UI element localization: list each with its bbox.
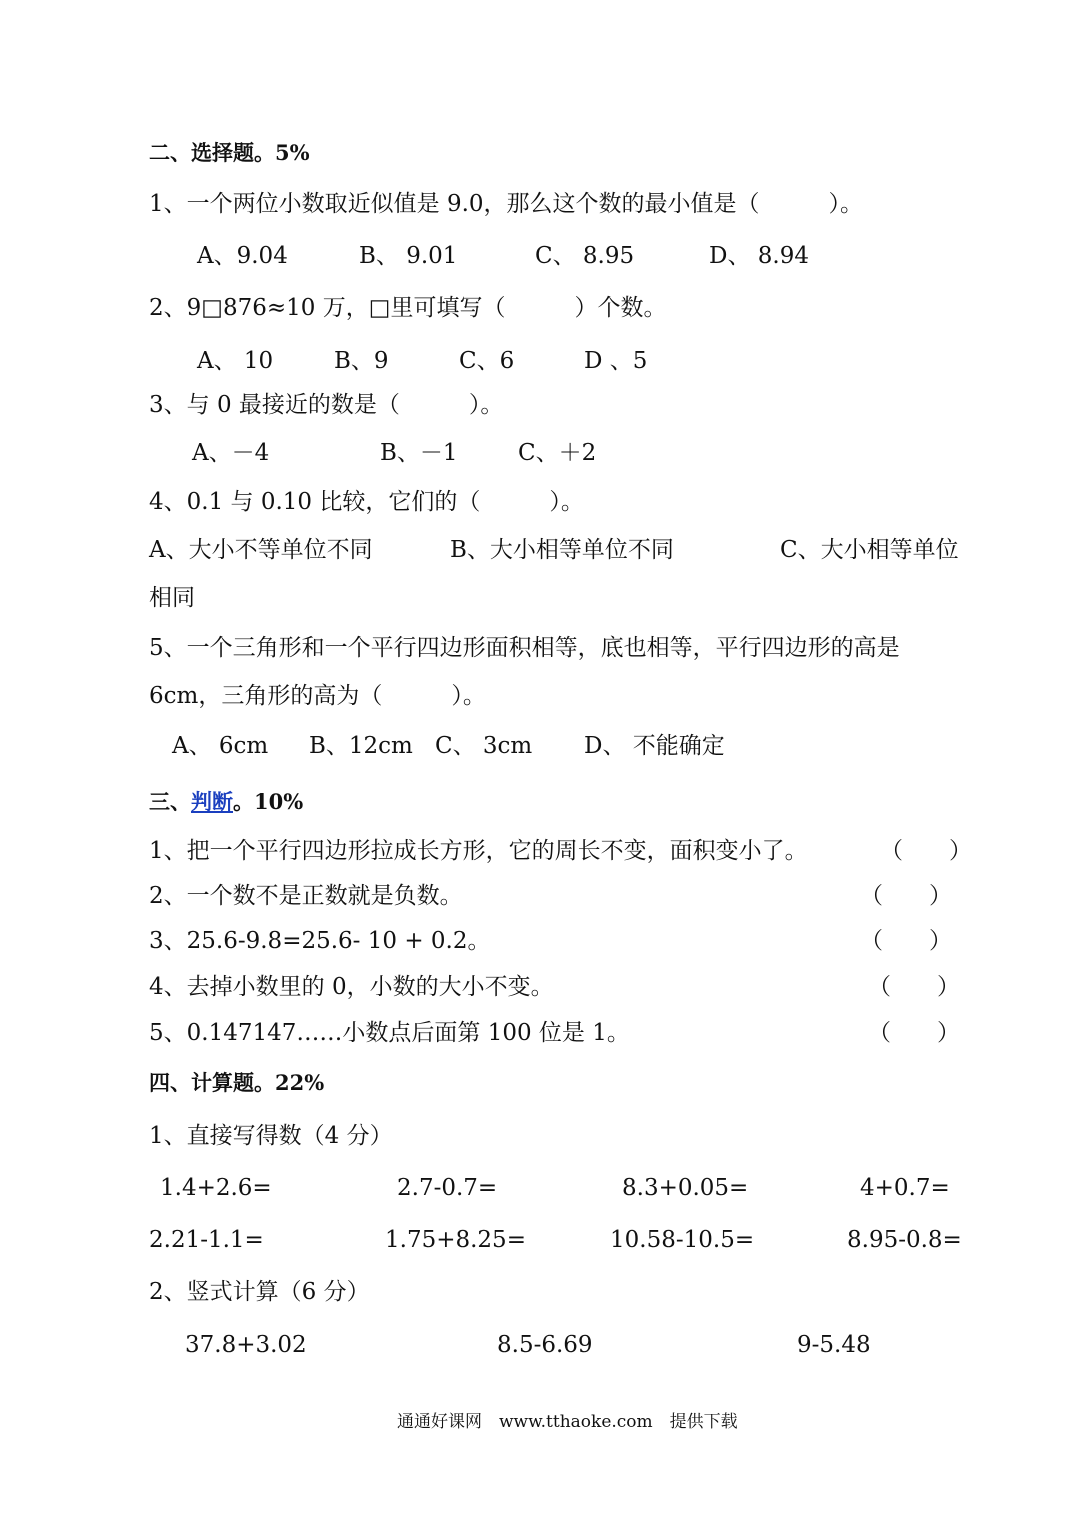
q1-option-d: D、 8.94 [709, 243, 809, 269]
q3-option-b: B、－1 [380, 440, 458, 466]
q1-option-a: A、9.04 [197, 243, 288, 269]
calc-item: 10.58-10.5= [610, 1227, 755, 1253]
judge-3-text: 3、25.6-9.8=25.6- 10 + 0.2。 [149, 928, 491, 954]
q2-text: 2、9□876≈10 万，□里可填写（ ）个数。 [149, 295, 667, 321]
vertical-calc-item: 8.5-6.69 [497, 1332, 593, 1358]
q5-text-line1: 5、一个三角形和一个平行四边形面积相等，底也相等，平行四边形的高是 [149, 635, 900, 661]
section-4-title: 四、计算题。22% [149, 1070, 325, 1095]
calc-item: 8.3+0.05= [622, 1175, 749, 1201]
calc-item: 2.21-1.1= [149, 1227, 264, 1253]
page-footer: 通通好课网 www.tthaoke.com 提供下载 [397, 1412, 738, 1432]
judge-5-text: 5、0.147147……小数点后面第 100 位是 1。 [149, 1020, 630, 1046]
q3-option-a: A、－4 [192, 440, 270, 466]
judge-4-answer-blank: （ ） [868, 974, 960, 1000]
calc-subtitle-1: 1、直接写得数（4 分） [149, 1123, 393, 1149]
section-3-title [149, 787, 303, 817]
q5-option-c: C、 3cm [435, 733, 533, 759]
q5-option-b: B、12cm [309, 733, 413, 759]
judgement-link[interactable]: 判断 [191, 789, 233, 814]
calc-item: 4+0.7= [860, 1175, 950, 1201]
q5-option-d: D、 不能确定 [584, 733, 725, 759]
judge-1-text: 1、把一个平行四边形拉成长方形，它的周长不变，面积变小了。 [149, 838, 808, 864]
section-3-prefix: 三、 [149, 789, 191, 814]
q4-option-c: C、大小相等单位 [780, 537, 959, 563]
vertical-calc-item: 37.8+3.02 [185, 1332, 307, 1358]
q5-option-a: A、 6cm [172, 733, 269, 759]
judge-2-text: 2、一个数不是正数就是负数。 [149, 883, 463, 909]
q3-option-c: C、＋2 [518, 440, 597, 466]
q1-option-c: C、 8.95 [535, 243, 635, 269]
judge-2-answer-blank: （ ） [860, 883, 952, 909]
q4-option-a: A、大小不等单位不同 [149, 537, 373, 563]
judge-3-answer-blank: （ ） [860, 928, 952, 954]
q2-option-c: C、6 [459, 348, 515, 374]
q5-text-line2: 6cm，三角形的高为（ ）。 [149, 683, 486, 709]
vertical-calc-item: 9-5.48 [797, 1332, 871, 1358]
judge-4-text: 4、去掉小数里的 0，小数的大小不变。 [149, 974, 554, 1000]
q1-text: 1、一个两位小数取近似值是 9.0，那么这个数的最小值是（ ）。 [149, 191, 864, 217]
q2-option-a: A、 10 [197, 348, 274, 374]
q4-option-c-continued: 相同 [149, 585, 195, 611]
section-2-title: 二、选择题。5% [149, 140, 310, 165]
q4-text: 4、0.1 与 0.10 比较，它们的（ ）。 [149, 489, 584, 515]
q2-option-b: B、9 [334, 348, 389, 374]
q3-text: 3、与 0 最接近的数是（ ）。 [149, 392, 504, 418]
calc-item: 1.75+8.25= [385, 1227, 526, 1253]
judge-5-answer-blank: （ ） [868, 1020, 960, 1046]
calc-item: 8.95-0.8= [847, 1227, 962, 1253]
q2-option-d: D 、5 [584, 348, 648, 374]
q1-option-b: B、 9.01 [359, 243, 458, 269]
q4-option-b: B、大小相等单位不同 [450, 537, 674, 563]
calc-subtitle-2: 2、竖式计算（6 分） [149, 1279, 370, 1305]
judge-1-answer-blank: （ ） [880, 838, 972, 864]
calc-item: 1.4+2.6= [160, 1175, 272, 1201]
section-3-suffix: 。10% [233, 789, 304, 814]
calc-item: 2.7-0.7= [397, 1175, 498, 1201]
